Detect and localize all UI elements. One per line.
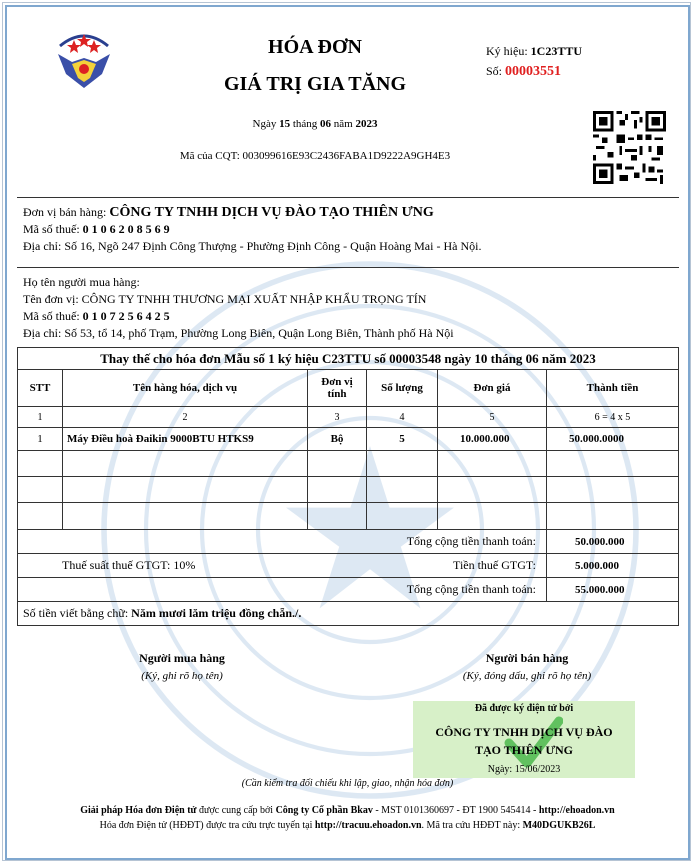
index-cell: 6 = 4 x 5 xyxy=(547,407,679,428)
amount-words xyxy=(18,602,679,626)
signed-name-line2: TẠO THIÊN ƯNG xyxy=(474,743,573,757)
row-amount: 50.000.0000 xyxy=(547,428,679,451)
date-month: 06 xyxy=(320,118,332,130)
row-price: 10.000.000 xyxy=(438,428,547,451)
items-table xyxy=(17,347,679,626)
buyer-unit-label: Tên đơn vị: xyxy=(23,292,79,306)
header-qty: Số lượng xyxy=(367,370,438,407)
date-year-label: năm xyxy=(333,118,353,130)
seller-tax-row xyxy=(23,221,481,238)
footer-lookup-code: M40DGUKB26L xyxy=(522,820,596,831)
amount-words-row xyxy=(18,602,679,626)
header-price: Đơn giá xyxy=(438,370,547,407)
subtotal-value: 50.000.000 xyxy=(547,530,679,554)
seller-info xyxy=(23,204,481,255)
index-cell: 4 xyxy=(367,407,438,428)
total-value: 55.000.000 xyxy=(547,578,679,602)
vat-value: 5.000.000 xyxy=(547,554,679,578)
amount-words-value: Năm mươi lăm triệu đồng chẵn./. xyxy=(131,606,302,620)
verification-note: (Cần kiểm tra đối chiếu khi lập, giao, nhận hóa đơn) xyxy=(241,778,454,789)
date-month-label: tháng xyxy=(292,118,318,130)
table-header xyxy=(18,370,679,407)
total-row xyxy=(18,578,679,602)
signed-name-line1: CÔNG TY TNHH DỊCH VỤ ĐÀO xyxy=(435,725,613,739)
buyer-signature-sub: (Ký, ghi rõ họ tên) xyxy=(141,670,223,682)
footer-lookup-text: Hóa đơn Điện tử (HĐĐT) được tra cứu trực tuyến tại xyxy=(99,820,315,831)
cqt-value: 003099616E93C2436FABA1D9222A9GH4E3 xyxy=(242,150,451,162)
index-cell: 1 xyxy=(18,407,63,428)
buyer-address: Số 53, tổ 14, phố Trạm, Phường Long Biên, Quận Long Biên, Thành phố Hà Nội xyxy=(64,326,454,340)
seller-separator xyxy=(17,267,679,268)
vat-rate-label: Thuế suất thuế GTGT: xyxy=(62,558,171,572)
header-unit: Đơn vị tính xyxy=(308,370,367,407)
signed-label: Đã được ký điện tử bởi xyxy=(474,703,574,714)
buyer-address-row xyxy=(23,325,454,342)
header-amount: Thành tiền xyxy=(547,370,679,407)
number-value: 00003551 xyxy=(505,64,562,79)
invoice-subtitle: GIÁ TRỊ GIA TĂNG xyxy=(223,73,407,95)
replacement-note: Thay thế cho hóa đơn Mẫu số 1 ký hiệu C23TTU số 00003548 ngày 10 tháng 06 năm 2023 xyxy=(18,348,679,370)
signed-date: Ngày: 15/06/2023 xyxy=(487,764,561,775)
vat-rate-value: 10% xyxy=(173,558,196,572)
cqt-label: Mã của CQT: xyxy=(179,150,240,162)
seller-tax: 0 1 0 6 2 0 8 5 6 9 xyxy=(82,222,170,236)
empty-row xyxy=(18,477,679,503)
invoice-title: HÓA ĐƠN xyxy=(268,36,362,58)
seller-address: Số 16, Ngõ 247 Định Công Thượng - Phường Định Công - Quận Hoàng Mai - Hà Nội. xyxy=(64,239,482,253)
symbol-label: Ký hiệu: xyxy=(486,44,528,58)
invoice-number xyxy=(486,64,561,80)
empty-row xyxy=(18,503,679,530)
seller-name: CÔNG TY TNHH DỊCH VỤ ĐÀO TẠO THIÊN ƯNG xyxy=(109,205,434,220)
row-stt: 1 xyxy=(18,428,63,451)
subtotal-row xyxy=(18,530,679,554)
amount-words-label: Số tiền viết bằng chữ: xyxy=(23,606,129,620)
table-row xyxy=(18,428,679,451)
replacement-row xyxy=(18,348,679,370)
buyer-unit-row xyxy=(23,291,454,308)
buyer-signature-title: Người mua hàng xyxy=(139,651,225,665)
row-name: Máy Điều hoà Đaikin 9000BTU HTKS9 xyxy=(63,428,308,451)
header-name: Tên hàng hóa, dịch vụ xyxy=(63,370,308,407)
date-day-label: Ngày xyxy=(252,118,277,130)
row-unit: Bộ xyxy=(308,428,367,451)
cqt-code xyxy=(0,150,630,162)
empty-row xyxy=(18,451,679,477)
buyer-unit: CÔNG TY TNHH THƯƠNG MẠI XUẤT NHẬP KHẨU TRỌNG TÍN xyxy=(81,292,427,306)
invoice-symbol xyxy=(486,44,582,59)
footer-solution: Giải pháp Hóa đơn Điện tử xyxy=(80,805,197,816)
date-year: 2023 xyxy=(355,118,378,130)
index-cell: 2 xyxy=(63,407,308,428)
subtotal-label: Tổng cộng tiền thanh toán: xyxy=(18,530,547,554)
total-label: Tổng cộng tiền thanh toán: xyxy=(18,578,547,602)
header-stt: STT xyxy=(18,370,63,407)
buyer-tax-row xyxy=(23,308,454,325)
buyer-address-label: Địa chỉ: xyxy=(23,326,62,340)
footer-contact: - MST 0101360697 - ĐT 1900 545414 - xyxy=(372,805,539,816)
index-cell: 3 xyxy=(308,407,367,428)
vat-label: Tiền thuế GTGT: xyxy=(308,554,547,578)
seller-address-row xyxy=(23,238,481,255)
buyer-person-label: Họ tên người mua hàng: xyxy=(23,275,140,289)
row-qty: 5 xyxy=(367,428,438,451)
buyer-tax-label: Mã số thuế: xyxy=(23,309,80,323)
buyer-info xyxy=(23,274,454,342)
digital-signature-box xyxy=(413,701,635,778)
footer-provider xyxy=(0,805,695,816)
footer-code-label: . Mã tra cứu HĐĐT này: xyxy=(421,820,523,831)
footer-company: Công ty Cổ phần Bkav xyxy=(275,805,373,816)
seller-name-row xyxy=(23,204,481,221)
footer-lookup xyxy=(0,820,695,831)
seller-signature-title: Người bán hàng xyxy=(485,651,569,665)
header-separator xyxy=(17,197,679,198)
seller-name-label: Đơn vị bán hàng: xyxy=(23,205,107,219)
invoice-date xyxy=(0,118,630,130)
seller-tax-label: Mã số thuế: xyxy=(23,222,80,236)
footer-provided-by: được cung cấp bởi xyxy=(196,805,276,816)
vat-rate xyxy=(18,554,308,578)
buyer-tax: 0 1 0 7 2 5 6 4 2 5 xyxy=(82,309,170,323)
date-day: 15 xyxy=(279,118,291,130)
qr-code-icon xyxy=(593,111,666,184)
footer-website-link[interactable]: http://ehoadon.vn xyxy=(538,805,615,816)
symbol-value: 1C23TTU xyxy=(530,44,583,58)
seller-address-label: Địa chỉ: xyxy=(23,239,62,253)
number-label: Số: xyxy=(486,64,503,78)
vat-row xyxy=(18,554,679,578)
index-cell: 5 xyxy=(438,407,547,428)
footer-lookup-link[interactable]: http://tracuu.ehoadon.vn xyxy=(314,820,422,831)
seller-signature-sub: (Ký, đóng dấu, ghi rõ họ tên) xyxy=(462,670,592,682)
index-row xyxy=(18,407,679,428)
